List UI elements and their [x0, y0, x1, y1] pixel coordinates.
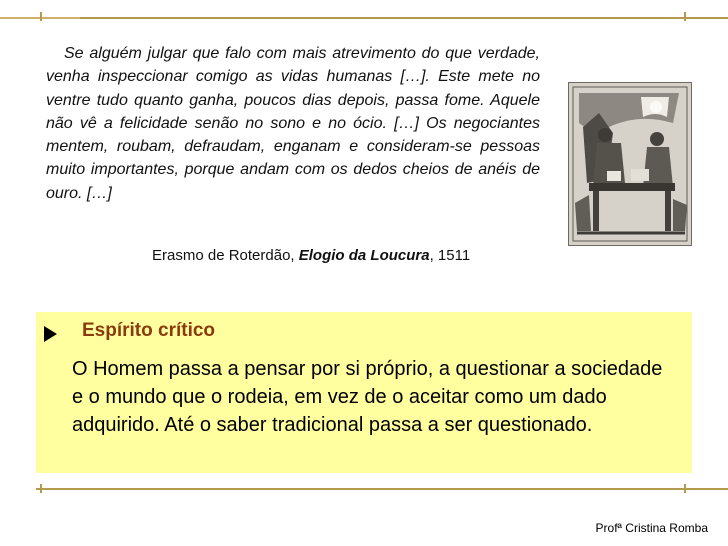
- source-author: Erasmo de Roterdão,: [152, 247, 299, 264]
- top-rule-tick: [684, 12, 686, 21]
- top-rule-tick: [40, 12, 42, 21]
- quote-source: [152, 247, 542, 264]
- footer-author: Profª Cristina Romba: [595, 521, 708, 535]
- bottom-rule-tick: [40, 484, 42, 493]
- bottom-rule-tick: [684, 484, 686, 493]
- bottom-rule: [36, 488, 728, 490]
- section-heading: Espírito crítico: [82, 320, 216, 341]
- bullet-arrow-icon: [44, 326, 57, 342]
- quote-text: Se alguém julgar que falo com mais atrevimento do que verdade, venha inspeccionar comigo as vidas humanas […]. Este mete no ventre tudo quanto ganha, poucos dias depois, passa fome. Aquele não vê a felicidade senão no sono e no ócio. […] Os negociantes mentem, roubam, defraudam, enganam e consideram-se pessoas muito importantes, porque andam com os dedos cheios de anéis de ouro. […]: [46, 45, 540, 202]
- engraving-image: [569, 83, 691, 245]
- source-work-title: Elogio da Loucura: [298, 247, 430, 264]
- source-year: , 1511: [429, 247, 471, 264]
- section-body: O Homem passa a pensar por si próprio, a questionar a sociedade e o mundo que o rodeia, em vez de o aceitar como um dado adquirido. Até o saber tradicional passa a ser questionado.: [72, 358, 663, 436]
- engraving-illustration: [568, 82, 692, 246]
- top-rule: [0, 17, 728, 19]
